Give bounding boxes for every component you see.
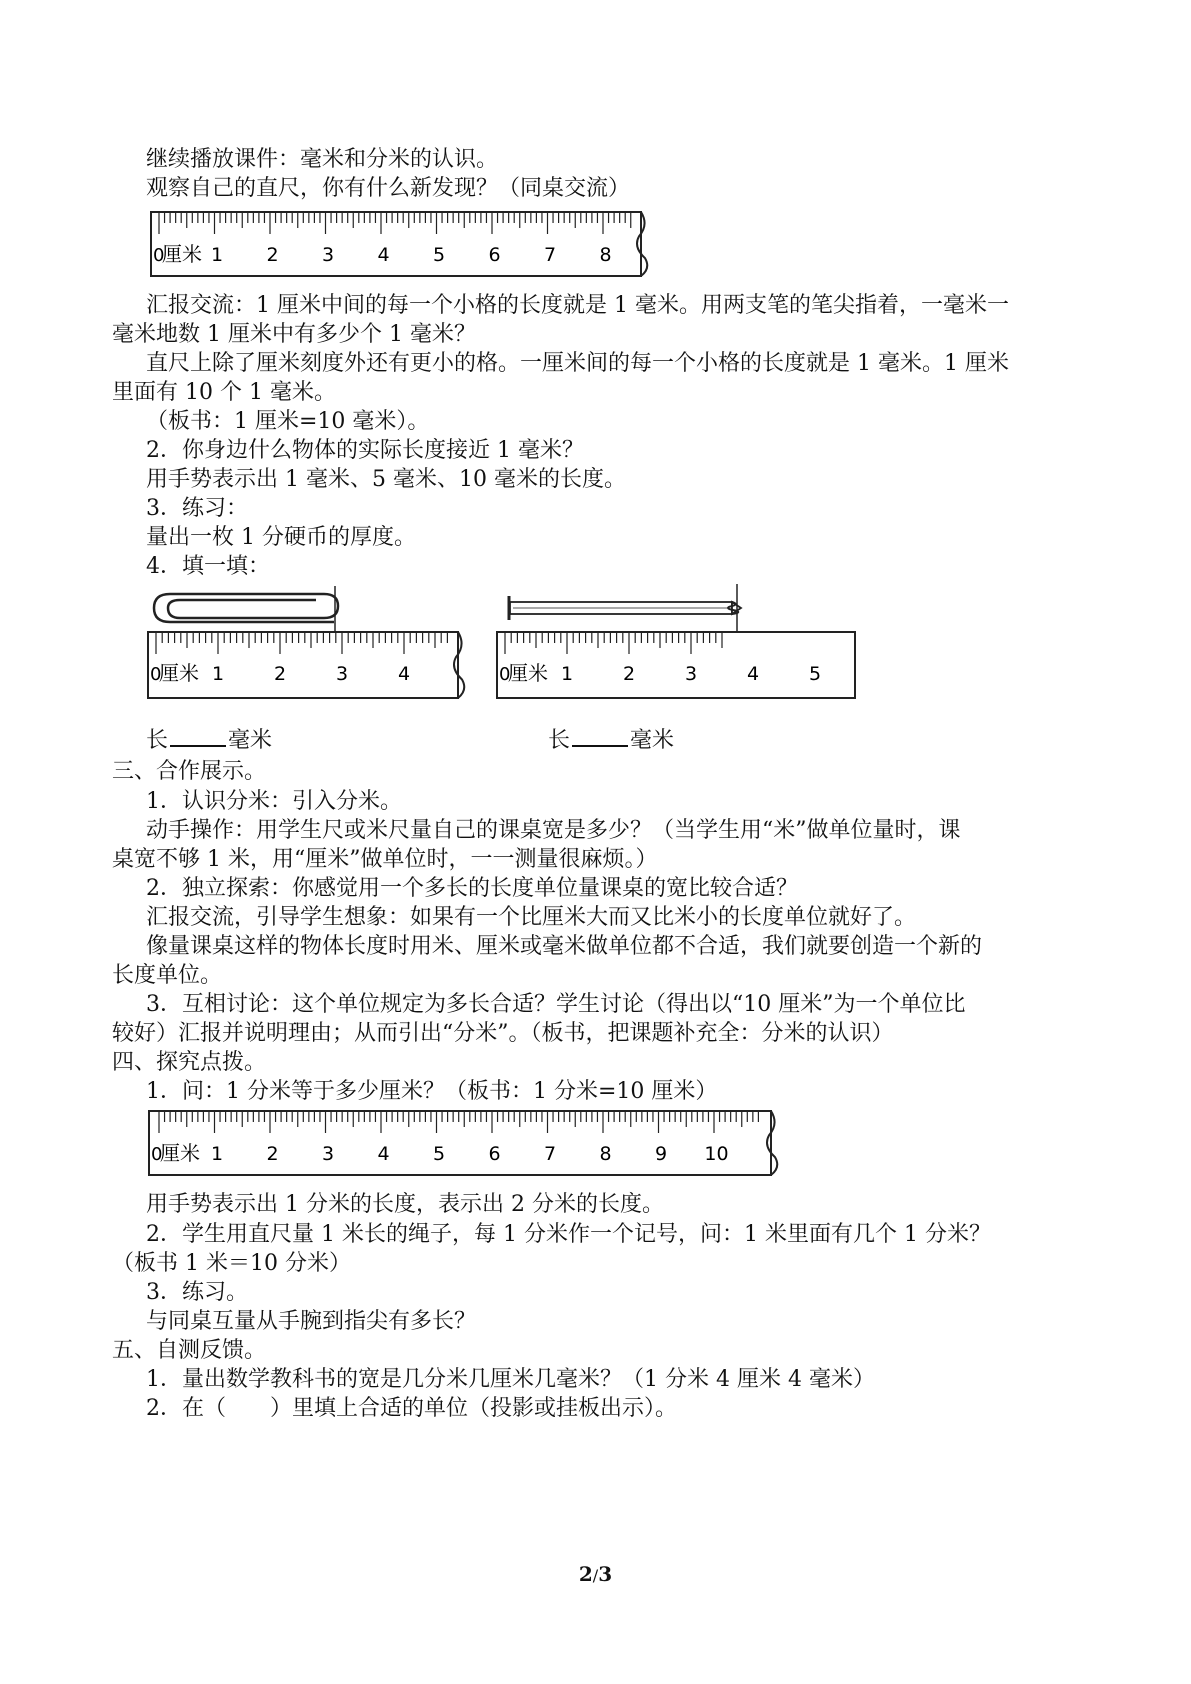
text-line: 1．认识分米：引入分米。 (146, 789, 402, 814)
text-line: 像量课桌这样的物体长度时用米、厘米或毫米做单位都不合适，我们就要创造一个新的 (146, 934, 983, 959)
text-line: 汇报交流，引导学生想象：如果有一个比厘米大而又比米小的长度单位就好了。 (146, 905, 917, 930)
ruler-number: 2 (273, 663, 287, 685)
text-line: 2．你身边什么物体的实际长度接近 1 毫米？ (146, 438, 584, 463)
ruler-number: 4 (746, 663, 760, 685)
ruler-number: 7 (543, 1143, 557, 1165)
page-number (0, 1562, 1191, 1586)
ruler-unit-label: 厘米 (159, 661, 199, 685)
ruler-number: 1 (211, 663, 225, 685)
text-line: 与同桌互量从手腕到指尖有多长？ (146, 1309, 477, 1334)
ruler-1 (145, 205, 650, 283)
answer-suffix: 毫米 (630, 728, 675, 753)
ruler-number: 5 (432, 1143, 446, 1165)
section-heading: 五、自测反馈。 (112, 1338, 267, 1363)
text-line: 3．练习： (146, 496, 248, 521)
ruler-number: 2 (622, 663, 636, 685)
page-current: 2 (578, 1562, 593, 1586)
ruler-number: 3 (321, 244, 335, 266)
text-line: 观察自己的直尺，你有什么新发现？（同桌交流） (146, 176, 631, 201)
ruler-number: 1 (210, 1143, 224, 1165)
text-line: 较好）汇报并说明理由；从而引出“分米”。（板书，把课题补充全：分米的认识） (112, 1021, 894, 1046)
text-line: 长度单位。 (112, 963, 223, 988)
section-heading: 四、探究点拨。 (112, 1050, 267, 1075)
text-line: 继续播放课件：毫米和分米的认识。 (146, 147, 499, 172)
ruler-number: 10 (704, 1143, 729, 1165)
nail-icon (509, 596, 741, 620)
ruler-number: 3 (684, 663, 698, 685)
section-heading: 三、合作展示。 (112, 759, 267, 784)
ruler-unit-label: 厘米 (162, 242, 202, 266)
ruler-number: 4 (377, 244, 390, 266)
text-line: （板书 1 米＝10 分米） (112, 1251, 351, 1276)
answer-prefix: 长 (548, 728, 571, 753)
text-line: （板书：1 厘米=10 毫米）。 (146, 409, 430, 434)
paperclip-icon (154, 594, 338, 622)
ruler-number: 1 (210, 244, 224, 266)
text-line: 毫米地数 1 厘米中有多少个 1 毫米？ (112, 322, 476, 347)
text-line: 汇报交流：1 厘米中间的每一个小格的长度就是 1 毫米。用两支笔的笔尖指着，一毫米一 (146, 293, 1009, 318)
paperclip-ruler-figure (140, 580, 470, 710)
ruler-zero-label: 0 (499, 664, 511, 685)
text-line: 3．互相讨论：这个单位规定为多长合适？学生讨论（得出以“10 厘米”为一个单位比 (146, 992, 966, 1017)
text-line: 量出一枚 1 分硬币的厚度。 (146, 525, 416, 550)
page-separator: / (592, 1566, 599, 1585)
ruler-unit-label: 厘米 (160, 1141, 200, 1165)
ruler-zero-label: 0 (150, 664, 162, 685)
ruler-decimeter (145, 1105, 785, 1183)
text-line: 动手操作：用学生尺或米尺量自己的课桌宽是多少？（当学生用“米”做单位量时，课 (146, 818, 961, 843)
text-line: 1．量出数学教科书的宽是几分米几厘米几毫米？（1 分米 4 厘米 4 毫米） (146, 1367, 875, 1392)
text-line: 直尺上除了厘米刻度外还有更小的格。一厘米间的每一个小格的长度就是 1 毫米。1 厘米 (146, 351, 1009, 376)
text-line: 3．练习。 (146, 1280, 248, 1305)
nail-ruler-figure (495, 580, 870, 710)
ruler-zero-label: 0 (153, 245, 165, 266)
ruler-number: 2 (266, 1143, 279, 1165)
ruler-number: 9 (654, 1143, 668, 1165)
page-total: 3 (598, 1562, 613, 1586)
ruler-number: 2 (266, 244, 279, 266)
answer-blank[interactable] (170, 727, 226, 747)
text-line: 2．学生用直尺量 1 米长的绳子，每 1 分米作一个记号，问：1 米里面有几个 1 分米？ (146, 1222, 991, 1247)
text-line: 1．问：1 分米等于多少厘米？（板书：1 分米=10 厘米） (146, 1079, 718, 1104)
answer-left (146, 727, 272, 755)
text-line: 用手势表示出 1 分米的长度，表示出 2 分米的长度。 (146, 1192, 664, 1217)
ruler-number: 4 (377, 1143, 390, 1165)
text-line: 2．独立探索：你感觉用一个多长的长度单位量课桌的宽比较合适？ (146, 876, 798, 901)
answer-right (548, 727, 674, 755)
ruler-number: 8 (599, 1143, 612, 1165)
text-line: 里面有 10 个 1 毫米。 (112, 380, 336, 405)
ruler-unit-label: 厘米 (508, 661, 548, 685)
ruler-number: 7 (543, 244, 557, 266)
text-line: 桌宽不够 1 米，用“厘米”做单位时，一一测量很麻烦。） (112, 847, 658, 872)
ruler-number: 5 (432, 244, 446, 266)
text-line: 2．在（ ）里填上合适的单位（投影或挂板出示）。 (146, 1396, 677, 1421)
ruler-number: 1 (560, 663, 574, 685)
ruler-number: 3 (335, 663, 349, 685)
ruler-number: 3 (321, 1143, 335, 1165)
answer-blank[interactable] (572, 727, 628, 747)
ruler-number: 6 (488, 1143, 501, 1165)
text-line: 4．填一填： (146, 554, 270, 579)
ruler-number: 4 (397, 663, 411, 685)
answer-suffix: 毫米 (228, 728, 273, 753)
ruler-zero-label: 0 (151, 1144, 163, 1165)
ruler-number: 5 (808, 663, 822, 685)
ruler-number: 8 (599, 244, 612, 266)
answer-prefix: 长 (146, 728, 169, 753)
ruler-number: 6 (488, 244, 501, 266)
text-line: 用手势表示出 1 毫米、5 毫米、10 毫米的长度。 (146, 467, 626, 492)
